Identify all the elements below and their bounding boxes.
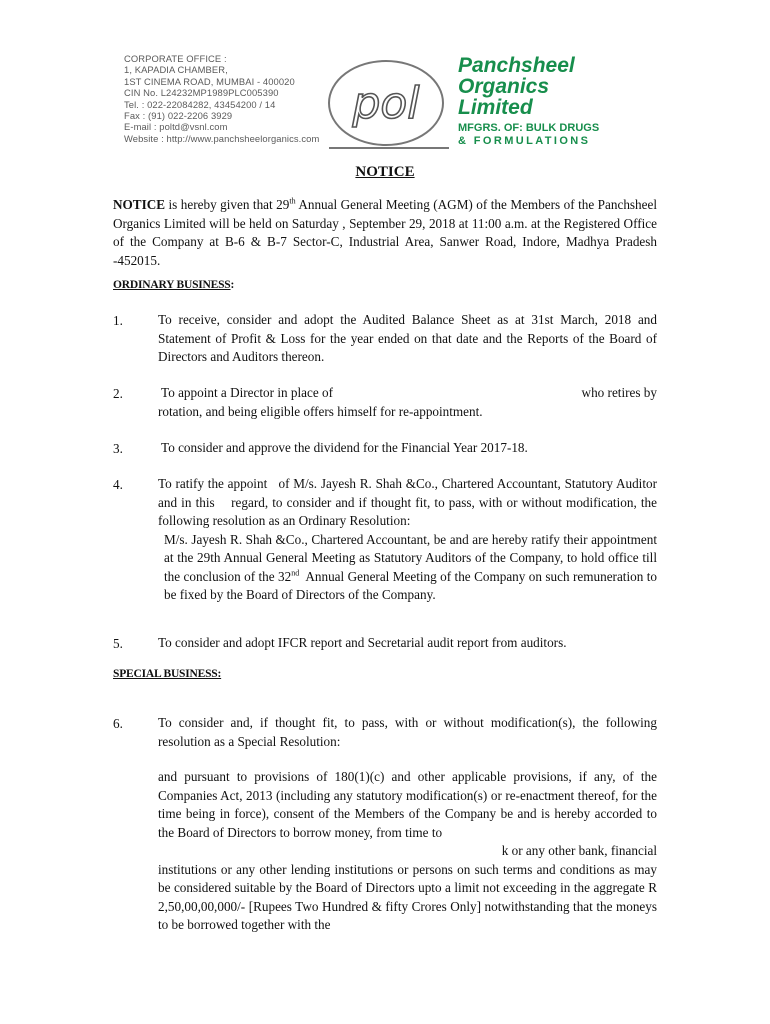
page-title: NOTICE	[355, 164, 415, 180]
special-business-heading: SPECIAL BUSINESS:	[113, 668, 222, 680]
item-6-text: To consider and, if thought fit, to pass, with or without modification(s), the following resolution as a Special Resolution:	[158, 715, 657, 749]
intro-bold-notice: NOTICE	[113, 197, 166, 212]
brand-line: Organics	[458, 75, 550, 98]
item-2-number: 2.	[113, 386, 123, 401]
item-4-text	[158, 475, 661, 605]
item-4-resolution-body	[158, 531, 661, 605]
intro-text-part1: is hereby given that 29	[165, 197, 290, 212]
item-1-text: To receive, consider and adopt the Audited Balance Sheet as at 31st March, 2018 and Statement of Profit & Loss for the year ended on that date and the Reports of the Board of Directors and Auditors thereon.	[158, 312, 657, 364]
company-tagline-1: MFGRS. OF: BULK DRUGS	[458, 122, 600, 134]
corporate-office-contact-block	[124, 53, 329, 144]
contact-line: Tel. : 022-22084282, 43454200 / 14	[124, 98, 276, 110]
item-1-number: 1.	[113, 313, 123, 328]
item-2-line1-right: who retires by	[581, 385, 657, 400]
contact-line: Fax : (91) 022-2206 3929	[124, 110, 233, 122]
item-4-number: 4.	[113, 477, 123, 492]
letterhead-divider	[329, 147, 449, 149]
item-2-line1	[158, 384, 657, 403]
item-2-line2: rotation, and being eligible offers himself for re-appointment.	[158, 403, 483, 419]
contact-line: 1ST CINEMA ROAD, MUMBAI - 400020	[124, 75, 295, 87]
intro-paragraph	[113, 196, 657, 270]
item-5-text: To consider and adopt IFCR report and Secretarial audit report from auditors.	[158, 635, 567, 650]
item-3-number: 3.	[113, 441, 123, 456]
brand-line: Limited	[458, 96, 533, 119]
company-tagline-2: & FORMULATIONS	[458, 135, 591, 147]
item-2-text	[158, 384, 657, 421]
item-3-text: To consider and approve the dividend for the Financial Year 2017-18.	[158, 440, 528, 455]
item-2-line1-left: To appoint a Director in place of	[158, 385, 333, 400]
company-brand-name	[458, 55, 658, 118]
item-4-superscript: nd	[291, 568, 300, 578]
contact-line: Website : http://www.panchsheelorganics.com	[124, 132, 320, 144]
intro-text-part2: Annual General Meeting (AGM) of the Members of the Panchsheel Organics Limited will be held on Saturday , September 29, 2018 at 11:00 a.m. at the Registered Office of the Company at B-6 & B-7 Sector-C, Industrial Area, Sanwer Road, Indore, Madhya Pradesh -452015.	[113, 197, 658, 268]
contact-line: CORPORATE OFFICE :	[124, 53, 227, 64]
item-6-resolution-part3: institutions or any other lending institutions or persons on such terms and conditions as may be considered suitable by the Board of Directors upto a limit not exceeding in the aggregate R 2,50,00,00,000/- [Rupees Two Hundred & fifty Crores Only] notwithstanding that the moneys to be borrowed together with the	[158, 861, 657, 932]
item-4-resolution-part-a: M/s. Jayesh R. Shah &Co., Chartered Accountant, be and are hereby ratify their appointment at the 29th Annual General Meeting as Statutory Auditors of the Company, to hold office till the conclusion of the 32	[164, 531, 657, 584]
logo-lettering: pol	[352, 78, 420, 129]
company-logo-icon	[326, 58, 446, 150]
ordinary-business-heading	[113, 279, 234, 291]
item-6-resolution-part2: k or any other bank, financial	[501, 843, 657, 858]
item-6-resolution-paragraph	[158, 768, 657, 935]
item-4-resolution-intro: To ratify the appoint of M/s. Jayesh R. Shah &Co., Chartered Accountant, Statutory Auditor and in this regard, to consider and if thought fit, to pass, with or without modification, the following resolution as an Ordinary Resolution:	[158, 476, 661, 528]
contact-line: CIN No. L24232MP1989PLC005390	[124, 87, 279, 99]
item-6-resolution-part1: and pursuant to provisions of 180(1)(c) and other applicable provisions, if any, of the Companies Act, 2013 (including any statutory modification(s) or re-enactment thereof, for the time being in force), consent of the Members of the Company be and is hereby accorded to the Board of Directors to borrow money, from time to	[158, 769, 657, 840]
ordinary-heading-colon: :	[230, 279, 235, 291]
item-5-number: 5.	[113, 636, 123, 651]
contact-line: 1, KAPADIA CHAMBER,	[124, 64, 228, 76]
item-4-resolution-part-b: Annual General Meeting of the Company on such remuneration to be fixed by the Board of Directors of the Company.	[164, 568, 661, 602]
intro-superscript: th	[289, 196, 296, 206]
contact-line: E-mail : poltd@vsnl.com	[124, 121, 228, 133]
ordinary-heading-text: ORDINARY BUSINESS	[113, 279, 231, 291]
item-6-number: 6.	[113, 716, 123, 731]
brand-line: Panchsheel	[458, 54, 575, 77]
